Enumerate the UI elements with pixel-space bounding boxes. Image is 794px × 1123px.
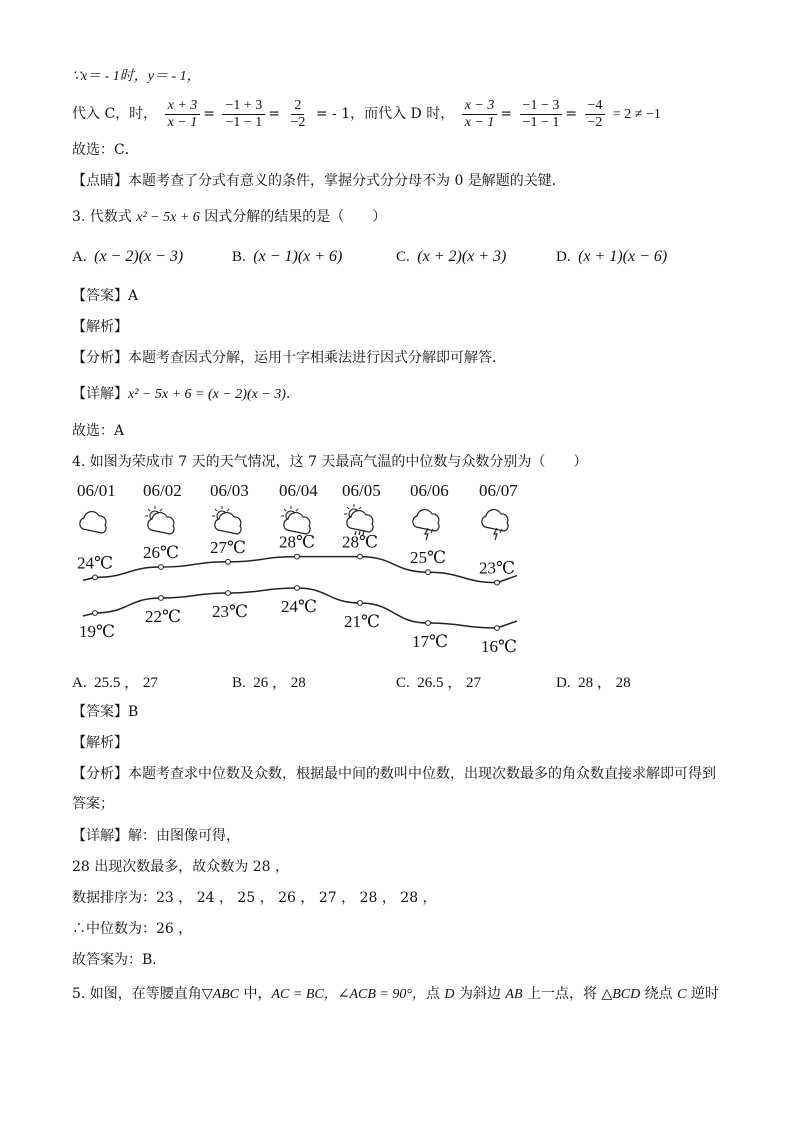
date-label: 06/03 — [210, 481, 249, 500]
detail-label: 【详解】 — [72, 386, 128, 402]
question-text: 5. 如图，在等腰直角 — [72, 986, 202, 1002]
low-point — [358, 601, 363, 606]
option-value: 28 ， 28 — [578, 675, 631, 691]
question-text: 点 — [425, 986, 445, 1002]
low-temperature-label: 23℃ — [212, 602, 249, 621]
question-text: 为斜边 — [454, 986, 506, 1002]
q4-option-a — [72, 671, 158, 692]
segment-ab: AB — [505, 987, 523, 1002]
high-temperature-label: 23℃ — [479, 558, 516, 578]
high-temperature-label: 24℃ — [77, 553, 114, 573]
low-point — [495, 626, 500, 631]
option-label: A. — [72, 249, 87, 265]
q3-analysis-text: 【分析】本题考查因式分解，运用十字相乘法进行因式分解即可解答． — [72, 350, 506, 366]
q4-option-c — [396, 671, 481, 692]
detail-expression: x² − 5x + 6 = (x − 2)(x − 3) — [128, 387, 286, 402]
option-value: (x − 2)(x − 3) — [94, 248, 184, 265]
option-value: 26 ， 28 — [253, 675, 306, 691]
question-number: 3. 代数式 — [72, 209, 137, 225]
weather-figure — [68, 474, 528, 664]
q4-sorted-line: 数据排序为：23 ， 24 ， 25 ， 26 ， 27 ， 28 ， 28 ， — [72, 890, 437, 906]
denominator: −1 − 1 — [522, 114, 560, 130]
question-text: 上一点，将 — [522, 986, 602, 1002]
low-point — [159, 596, 164, 601]
option-value: 25.5 ， 27 — [94, 675, 158, 691]
substitution-c-text: 代入 C，时， — [72, 106, 158, 122]
high-point — [159, 565, 164, 570]
q3-option-a — [72, 248, 183, 266]
partly-cloudy-icon — [281, 506, 310, 534]
q4-final-answer: 故答案为：B． — [72, 952, 167, 968]
remark-paragraph: 【点睛】本题考查了分式有意义的条件，掌握分式分分母不为 0 是解题的关键． — [72, 173, 566, 189]
q4-option-b — [232, 671, 306, 692]
low-point — [426, 621, 431, 626]
option-label: A. — [72, 675, 87, 691]
q3-option-b — [232, 248, 342, 266]
high-temperature-label: 26℃ — [143, 543, 180, 562]
choice-c-statement: 故选：C． — [72, 142, 139, 158]
fraction — [165, 98, 201, 131]
q4-mode-line: 28 出现次数最多，故众数为 28 ， — [72, 859, 289, 875]
q3-answer: 【答案】A — [72, 288, 139, 304]
since-statement — [72, 66, 201, 87]
sun-rain-icon — [344, 504, 373, 535]
denominator: x − 1 — [167, 114, 198, 130]
denominator: −2 — [587, 114, 603, 130]
high-point — [226, 559, 231, 564]
option-label: D. — [556, 675, 571, 691]
condition-text: AC = BC，∠ACB = 90°， — [271, 987, 426, 1002]
option-label: C. — [396, 249, 410, 265]
point-c: C — [677, 987, 687, 1002]
substitution-d-text: = - 1，而代入 D 时， — [315, 106, 455, 122]
result-text: = 2 ≠ −1 — [612, 107, 661, 122]
option-label: B. — [232, 675, 246, 691]
q3-analysis-header: 【解析】 — [72, 319, 128, 335]
option-value: (x − 1)(x + 6) — [253, 248, 343, 265]
denominator: −2 — [290, 114, 306, 130]
detail-period: ． — [285, 386, 300, 402]
date-label: 06/04 — [279, 481, 318, 500]
q4-answer: 【答案】B — [72, 704, 139, 720]
q4-analysis-text-1: 【分析】本题考查求中位数及众数，根据最中间的数叫中位数，出现次数最多的角众数直接求解即可得到 — [72, 766, 716, 782]
numerator: 2 — [291, 98, 304, 115]
question-text: 中， — [239, 986, 272, 1002]
option-label: C. — [396, 675, 410, 691]
option-label: D. — [556, 249, 571, 265]
date-label: 06/06 — [410, 481, 449, 500]
low-point — [93, 611, 98, 616]
question-3-stem — [72, 207, 386, 228]
expression: x² − 5x + 6 — [136, 210, 200, 225]
high-point — [93, 575, 98, 580]
high-point — [495, 580, 500, 585]
fraction — [585, 98, 606, 131]
question-text: 逆时 — [686, 986, 719, 1002]
low-temperature-label: 17℃ — [412, 632, 449, 651]
substitution-line: 代入 C，时， $\frac{x + 3}{x - 1}$ = $\frac{-1 + 3}{-1 - 1}$ = $\frac{2}{-2}$ = - 1，而代入 D 时， $\frac{x - 3}{x - 1}$ = $\frac{-1 - 3}{-1 - 1}$ = $\frac{-4}{-2}$ = 2 ≠ −1 — [72, 97, 661, 130]
low-point — [226, 591, 231, 596]
option-label: B. — [232, 249, 246, 265]
option-value: (x + 2)(x + 3) — [417, 248, 507, 265]
high-temperature-label: 27℃ — [210, 537, 247, 557]
cloudy-icon — [80, 512, 106, 533]
q4-detail: 【详解】解：由图像可得， — [72, 828, 240, 844]
temperature-marks — [77, 533, 517, 656]
partly-cloudy-icon — [145, 506, 174, 534]
low-temperature-label: 24℃ — [281, 597, 318, 616]
date-label: 06/02 — [143, 481, 182, 500]
q3-option-d — [556, 248, 667, 266]
date-label: 06/01 — [77, 481, 116, 500]
date-label: 06/07 — [479, 481, 518, 500]
high-point — [426, 570, 431, 575]
triangle-bcd: △BCD — [601, 987, 641, 1002]
high-temperature-label: 28℃ — [342, 532, 379, 552]
point-d: D — [444, 987, 455, 1002]
fraction — [287, 98, 308, 131]
triangle-symbol: ▽ABC — [201, 987, 240, 1002]
low-temperature-label: 21℃ — [344, 612, 381, 631]
option-value: 26.5 ， 27 — [417, 675, 482, 691]
q4-analysis-text-2: 答案； — [72, 796, 114, 812]
q4-median-line: ∴中位数为：26 ， — [72, 921, 193, 937]
q4-option-d — [556, 671, 631, 692]
fraction — [222, 98, 265, 131]
option-value: (x + 1)(x − 6) — [578, 248, 668, 265]
question-5-stem — [72, 984, 719, 1005]
denominator: −1 − 1 — [225, 114, 263, 130]
q3-option-c — [396, 248, 506, 266]
question-text: 绕点 — [640, 986, 678, 1002]
high-temperature-label: 28℃ — [279, 532, 316, 552]
partly-cloudy-icon — [212, 506, 241, 534]
thunderstorm-icon — [482, 510, 508, 540]
numerator: x − 3 — [462, 98, 498, 115]
since-text: ∵x＝ - 1时，y＝ - 1， — [72, 69, 201, 84]
fraction — [462, 98, 498, 131]
question-text: 因式分解的结果的是（ ） — [199, 209, 387, 225]
high-point — [358, 554, 363, 559]
q3-choice-line: 故选：A — [72, 423, 125, 439]
numerator: −1 + 3 — [222, 98, 265, 115]
high-point — [295, 554, 300, 559]
low-temperature-label: 22℃ — [145, 607, 182, 626]
question-4-stem: 4. 如图为荣成市 7 天的天气情况，这 7 天最高气温的中位数与众数分别为（ ） — [72, 454, 588, 470]
date-label: 06/05 — [342, 481, 381, 500]
date-row — [77, 481, 518, 500]
thunderstorm-icon — [413, 510, 439, 540]
low-point — [295, 586, 300, 591]
q3-detail — [72, 384, 300, 405]
low-temperature-label: 19℃ — [79, 622, 116, 641]
low-temperature-label: 16℃ — [481, 637, 518, 656]
numerator: −1 − 3 — [520, 98, 563, 115]
fraction — [520, 98, 563, 131]
numerator: x + 3 — [165, 98, 201, 115]
denominator: x − 1 — [464, 114, 495, 130]
numerator: −4 — [585, 98, 606, 115]
high-temperature-label: 25℃ — [410, 548, 447, 568]
q4-analysis-header: 【解析】 — [72, 735, 128, 751]
